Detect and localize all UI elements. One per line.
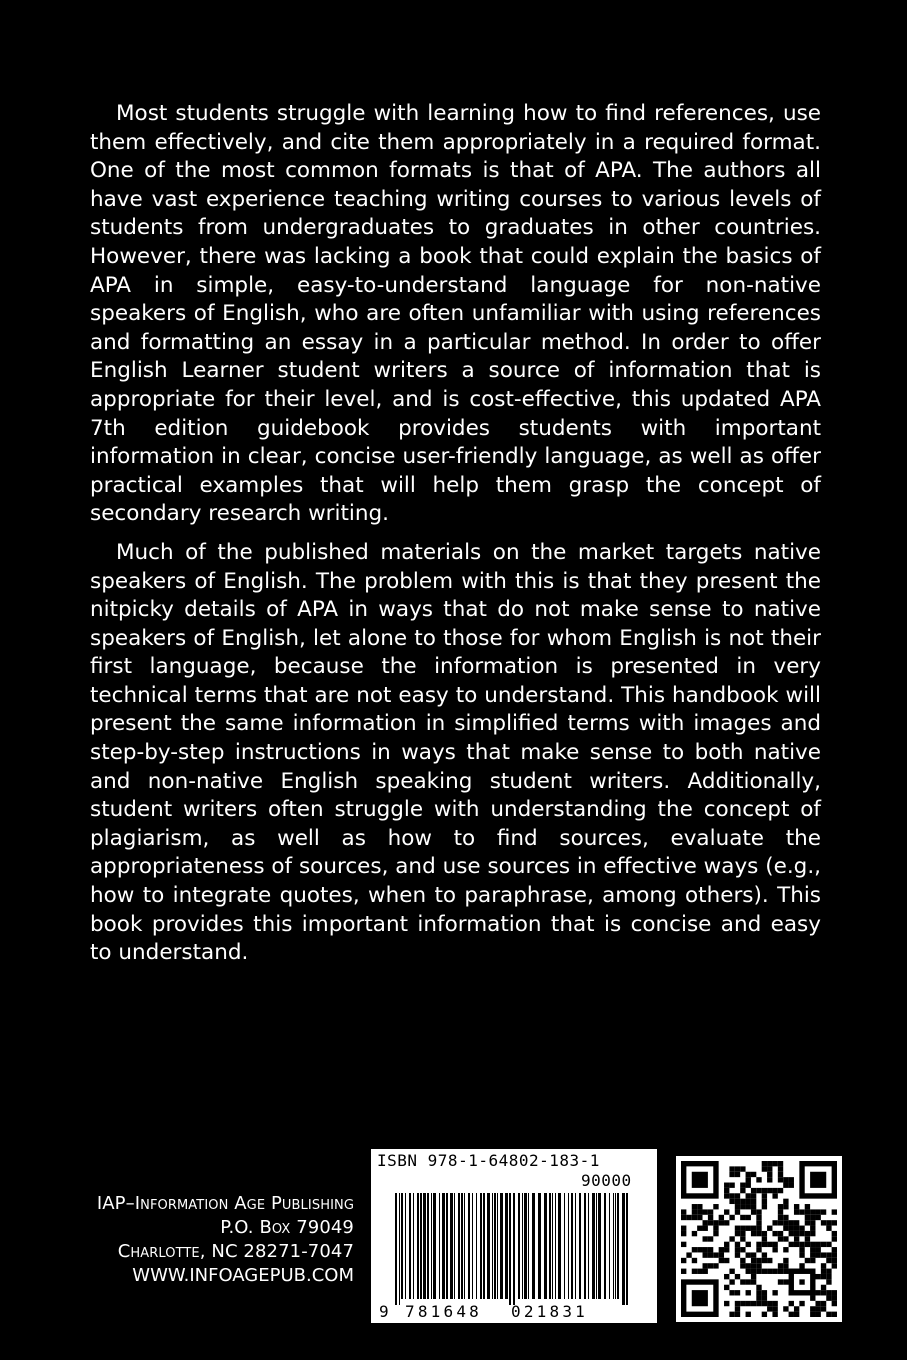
barcode-bar	[487, 1193, 490, 1299]
barcode-bar	[461, 1193, 463, 1299]
barcode-bar	[609, 1193, 610, 1299]
publisher-address: P.O. Box 79049	[220, 1217, 354, 1238]
barcode-bar	[420, 1193, 422, 1299]
barcode-bar	[472, 1193, 473, 1299]
barcode-bar	[598, 1193, 601, 1299]
barcode-bar	[615, 1193, 616, 1299]
barcode-bars-icon	[371, 1149, 657, 1323]
publisher-info	[97, 1192, 354, 1288]
barcode-bar	[442, 1193, 445, 1299]
barcode-bar	[480, 1193, 482, 1299]
barcode-bar	[458, 1193, 460, 1299]
barcode-bar	[575, 1193, 576, 1299]
blurb-paragraph-1: Most students struggle with learning how to find references, use them effectively, and cite them appropriately in a required format. One of the most common formats is that of APA. The authors all have vast experience teaching writing courses to various levels of students from undergraduates to graduates in other countries. However, there was lacking a book that could explain the basics of APA in simple, easy-to-understand language for non-native speakers of English, who are often unfamiliar with using references and formatting an essay in a particular method. In order to offer English Learner student writers a source of information that is appropriate for their level, and is cost-effective, this updated APA 7th edition guidebook provides students with important information in clear, concise user-friendly language, as well as offer practical examples that will help them grasp the concept of secondary research writing.	[90, 101, 821, 527]
barcode-bar	[592, 1193, 595, 1299]
isbn-barcode	[371, 1149, 657, 1323]
barcode-bar	[476, 1193, 477, 1299]
barcode-bar	[423, 1193, 426, 1299]
barcode-bar	[552, 1193, 553, 1299]
barcode-bar	[427, 1193, 429, 1299]
barcode-bar	[401, 1193, 403, 1299]
barcode-bar	[413, 1193, 414, 1299]
barcode-bar	[579, 1193, 581, 1299]
barcode-bar	[617, 1193, 619, 1299]
barcode-digits-right: 021831	[511, 1302, 588, 1321]
barcode-bar	[613, 1193, 614, 1299]
back-cover-blurb	[90, 100, 821, 978]
barcode-bar	[405, 1193, 406, 1299]
barcode-bar	[492, 1193, 493, 1299]
isbn-label: ISBN 978-1-64802-183-1	[377, 1151, 600, 1170]
barcode-bar	[584, 1193, 586, 1299]
barcode-bar	[596, 1193, 597, 1299]
barcode-bar	[509, 1193, 511, 1305]
barcode-digits-left: 781648	[405, 1302, 482, 1321]
barcode-bar	[483, 1193, 485, 1299]
barcode-bar	[518, 1193, 520, 1299]
barcode-bar	[464, 1193, 465, 1299]
barcode-bar	[564, 1193, 565, 1299]
barcode-bar	[571, 1193, 573, 1299]
barcode-bar	[446, 1193, 448, 1299]
qr-code	[676, 1156, 842, 1322]
publisher-city: Charlotte, NC 28271-7047	[117, 1241, 354, 1262]
barcode-bar	[528, 1193, 529, 1299]
barcode-bar	[522, 1193, 523, 1299]
publisher-name: IAP–Information Age Publishing	[96, 1193, 354, 1214]
barcode-bar	[497, 1193, 498, 1299]
barcode-bar	[532, 1193, 535, 1299]
price-code: 90000	[581, 1171, 632, 1190]
barcode-bar	[568, 1193, 569, 1299]
barcode-bar	[494, 1193, 496, 1299]
barcode-bar	[626, 1193, 628, 1305]
barcode-digit-first: 9	[379, 1302, 389, 1321]
barcode-bar	[549, 1193, 551, 1299]
barcode-bar	[395, 1193, 397, 1305]
barcode-bar	[417, 1193, 419, 1299]
barcode-bar	[538, 1193, 541, 1299]
barcode-bar	[588, 1193, 589, 1299]
publisher-website: WWW.INFOAGEPUB.COM	[132, 1265, 354, 1286]
barcode-bar	[513, 1193, 515, 1305]
barcode-bar	[431, 1193, 432, 1299]
barcode-bar	[524, 1193, 527, 1299]
barcode-bar	[450, 1193, 453, 1299]
barcode-bar	[500, 1193, 503, 1299]
barcode-bar	[555, 1193, 556, 1299]
qr-code-icon	[681, 1161, 837, 1317]
barcode-bar	[439, 1193, 440, 1299]
barcode-bar	[399, 1193, 400, 1305]
barcode-bar	[558, 1193, 561, 1299]
barcode-bar	[409, 1193, 411, 1299]
barcode-bar	[433, 1193, 436, 1299]
barcode-digits	[371, 1302, 657, 1322]
barcode-bar	[468, 1193, 470, 1299]
barcode-bar	[544, 1193, 547, 1299]
barcode-bar	[622, 1193, 625, 1305]
barcode-bar	[505, 1193, 508, 1299]
blurb-paragraph-2: Much of the published materials on the market targets native speakers of English. The problem with this is that they present the nitpicky details of APA in ways that do not make sense to native speakers of English, let alone to those for whom English is not their first language, because the information is presented in very technical terms that are not easy to understand. This handbook will present the same information in simplified terms with images and step-by-step instructions in ways that make sense to both native and non-native English speaking student writers. Additionally, student writers often struggle with understanding the concept of plagiarism, as well as how to find sources, evaluate the appropriateness of sources, and use sources in effective ways (e.g., how to integrate quotes, when to paraphrase, among others). This book provides this important information that is concise and easy to understand.	[90, 539, 821, 966]
barcode-bar	[604, 1193, 606, 1299]
barcode-bar	[454, 1193, 455, 1299]
